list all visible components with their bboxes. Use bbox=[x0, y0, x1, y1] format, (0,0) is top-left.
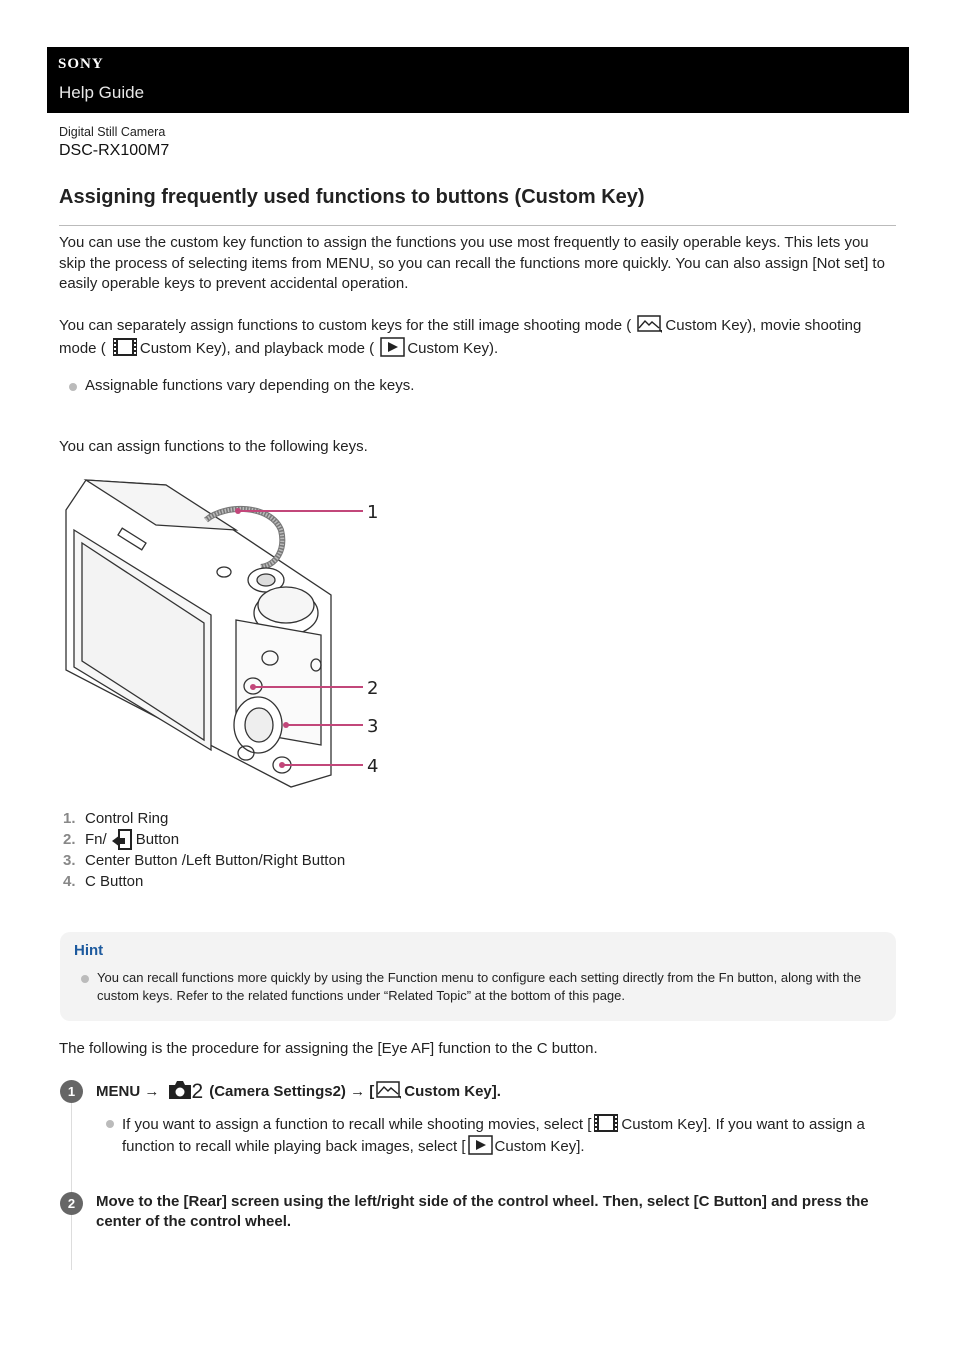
step-1-note: If you want to assign a function to recall while shooting movies, select [ Custom Key]. If you want to assign a function to recall while playing back images, select [ Custom Key]. bbox=[122, 1113, 896, 1157]
camera-settings-page-number: 2 bbox=[191, 1080, 204, 1103]
step-2-text: Move to the [Rear] screen using the left/right side of the control wheel. Then, select [C Button] and press the center of the control wheel. bbox=[96, 1193, 869, 1230]
camera-icon bbox=[168, 1080, 192, 1100]
hint-box bbox=[60, 932, 896, 1021]
playback-icon bbox=[380, 337, 405, 357]
camera-rear-illustration bbox=[56, 475, 386, 795]
bullet-dot bbox=[81, 975, 89, 983]
callout-label: 1 bbox=[367, 502, 379, 523]
list-item: 1. Control Ring bbox=[63, 810, 169, 827]
hint-title: Hint bbox=[74, 942, 104, 959]
help-guide-title: Help Guide bbox=[59, 83, 145, 102]
bullet-dot bbox=[69, 383, 77, 391]
list-item: You can recall functions more quickly by using the Function menu to configure each setting directly from the Fn button, along with the custom keys. Refer to the related functions under “Related Topic” at the bottom of this page. bbox=[81, 969, 881, 1005]
list-item: Assignable functions vary depending on the keys. bbox=[69, 376, 414, 397]
keys-list bbox=[63, 808, 345, 892]
callout-label: 3 bbox=[367, 716, 379, 737]
keys-intro: You can assign functions to the following keys. bbox=[59, 438, 368, 455]
sony-logo[interactable]: SONY bbox=[58, 56, 104, 72]
step-number: 1 bbox=[60, 1080, 83, 1103]
procedure-intro: The following is the procedure for assigning the [Eye AF] function to the C button. bbox=[59, 1040, 598, 1057]
intro-paragraph: You can use the custom key function to assign the functions you use most frequently to easily operable keys. This lets you skip the process of selecting items from MENU, so you can recall the functions more quickly. You can also assign [Not set] to easily operable keys to prevent accidental operation. bbox=[59, 234, 885, 292]
step-1-text: MENU → 2 (Camera Settings2) → [ Custom Key]. bbox=[96, 1080, 501, 1103]
still-image-icon bbox=[376, 1081, 402, 1100]
playback-icon bbox=[468, 1135, 493, 1155]
movie-icon bbox=[593, 1113, 619, 1133]
custom-key-modes-paragraph: You can separately assign functions to custom keys for the still image shooting mode ( Custom Key), movie shooting mode ( Custom Key), and playback mode ( Custom Key). bbox=[59, 317, 862, 357]
list-item bbox=[106, 1113, 896, 1157]
movie-icon bbox=[112, 337, 138, 357]
list-item: 4. C Button bbox=[63, 873, 144, 890]
send-to-smartphone-icon bbox=[111, 829, 133, 850]
callout-label: 2 bbox=[367, 678, 379, 699]
product-model: DSC-RX100M7 bbox=[59, 142, 170, 159]
step-connector-line bbox=[71, 1092, 72, 1270]
callout-label: 4 bbox=[367, 756, 379, 777]
step-number: 2 bbox=[60, 1192, 83, 1215]
header bbox=[47, 47, 909, 113]
list-item: 3. Center Button /Left Button/Right Button bbox=[63, 852, 346, 869]
bullet-dot bbox=[106, 1120, 114, 1128]
title-divider bbox=[59, 225, 896, 226]
page-title: Assigning frequently used functions to buttons (Custom Key) bbox=[59, 186, 645, 208]
still-image-icon bbox=[637, 315, 663, 334]
list-item: 2. Fn/ Button bbox=[63, 831, 180, 848]
product-category: Digital Still Camera bbox=[59, 125, 166, 139]
